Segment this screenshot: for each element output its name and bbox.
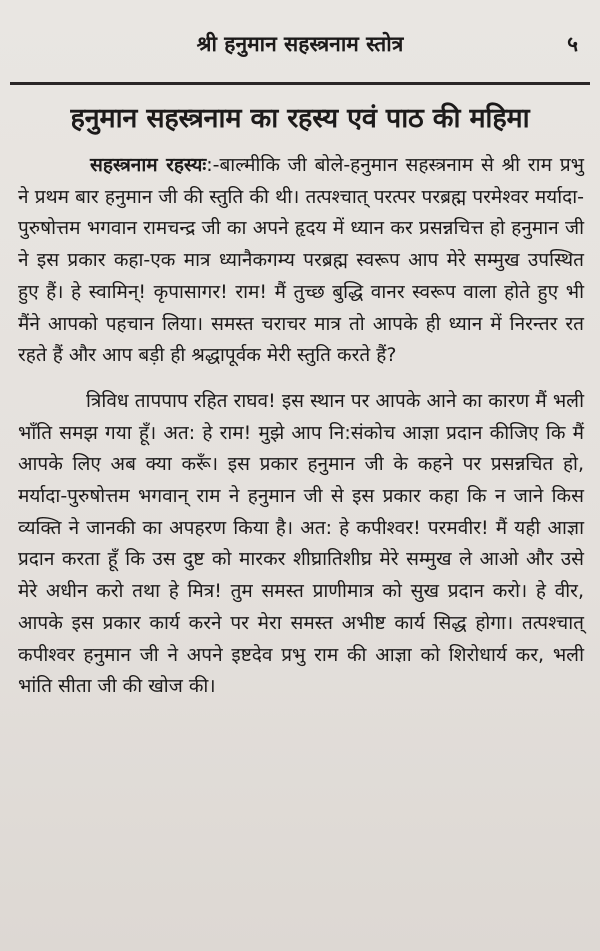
paragraph-1 bbox=[18, 150, 584, 372]
header-rule bbox=[10, 82, 590, 85]
page-number: ५ bbox=[567, 32, 578, 56]
body-text bbox=[18, 150, 584, 717]
running-header bbox=[0, 24, 600, 64]
paragraph-text: :-बाल्मीकि जी बोले-हनुमान सहस्त्रनाम से श्री राम प्रभु ने प्रथम बार हनुमान जी की स्तुति की थी। तत्पश्चात् परत्पर परब्रह्म परमेश्वर मर्यादा-पुरुषोत्तम भगवान रामचन्द्र जी का अपने हृदय में ध्यान कर प्रसन्नचित्त हो हनुमान जी ने इस प्रकार कहा-एक मात्र ध्यानैकगम्य परब्रह्म स्वरूप आप मेरे सम्मुख उपस्थित हुए हैं। हे स्वामिन्! कृपासागर! राम! मैं तुच्छ बुद्धि वानर स्वरूप वाला होते हुए भी मैंने आपको पहचान लिया। समस्त चराचर मात्र तो आपके ही ध्यान में निरन्तर रत रहते हैं और आप बड़ी ही श्रद्धापूर्वक मेरी स्तुति करते हैं? bbox=[18, 154, 584, 367]
paragraph-lead: सहस्त्रनाम रहस्यः bbox=[90, 154, 207, 176]
chapter-heading: हनुमान सहस्त्रनाम का रहस्य एवं पाठ की महिमा bbox=[70, 103, 530, 134]
paragraph-2: त्रिविध तापपाप रहित राघव! इस स्थान पर आपके आने का कारण मैं भली भाँति समझ गया हूँ। अत: हे राम! मुझे आप नि:संकोच आज्ञा प्रदान कीजिए कि मैं आपके लिए अब क्या करूँ। इस प्रकार हनुमान जी के कहने पर प्रसन्नचित हो, मर्यादा-पुरुषोत्तम भगवान् राम ने हनुमान जी से इस प्रकार कहा कि न जाने किस व्यक्ति ने जानकी का अपहरण किया है। अत: हे कपीश्वर! परमवीर! मैं यही आज्ञा प्रदान करता हूँ कि उस दुष्ट को मारकर शीघ्रातिशीघ्र मेरे सम्मुख ले आओ और उसे मेरे अधीन करो तथा हे मित्र! तुम समस्त प्राणीमात्र को सुख प्रदान करो। हे वीर, आपके इस प्रकार कार्य करने पर मेरा समस्त अभीष्ट कार्य सिद्ध होगा। तत्पश्चात् कपीश्वर हनुमान जी ने अपने इष्टदेव प्रभु राम की आज्ञा को शिरोधार्य कर, भली भांति सीता जी की खोज की। bbox=[18, 389, 584, 698]
running-title: श्री हनुमान सहस्त्रनाम स्तोत्र bbox=[196, 32, 404, 56]
